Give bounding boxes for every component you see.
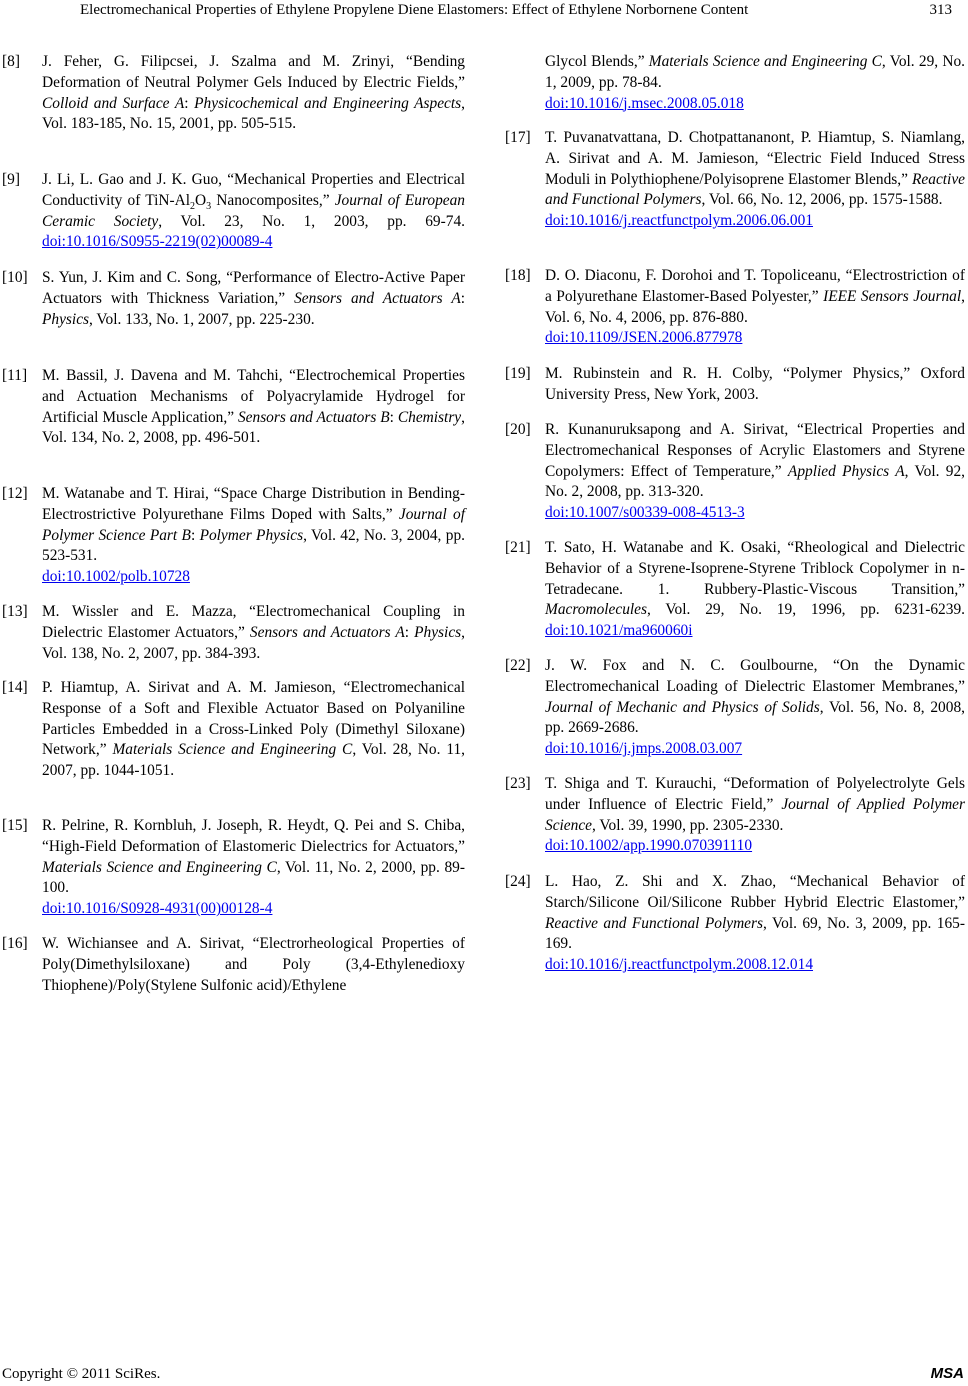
reference-volume: , Vol. 42, No. 3, 2004, pp. 523-531. — [42, 526, 465, 565]
reference-journal: Reactive and Functional Polymers — [545, 914, 763, 932]
reference-volume: , Vol. 29, No. 19, 1996, pp. 6231-6239. — [647, 601, 965, 619]
reference-authors-title: M. Watanabe and T. Hirai, “Space Charge Distribution in Bending-Electrostrictive Polyurethane Films Doped with Salts,” — [42, 485, 465, 523]
reference-text — [545, 538, 965, 642]
reference-9 — [0, 170, 465, 254]
reference-journal: Journal of Polymer Science Part B — [42, 505, 465, 544]
reference-text — [545, 872, 965, 976]
reference-volume: , Vol. 92, No. 2, 2008, pp. 313-320. — [545, 462, 966, 501]
reference-text — [545, 774, 965, 858]
doi-link[interactable]: doi:10.1002/polb.10728 — [42, 568, 190, 586]
reference-authors-title: S. Yun, J. Kim and C. Song, “Performance of Electro-Active Paper Actuators with Thickness Variation,” — [42, 269, 465, 307]
reference-number: [17] — [505, 129, 531, 146]
reference-authors-title: R. Pelrine, R. Kornbluh, J. Joseph, R. Heydt, Q. Pei and S. Chiba, “High-Field Deformation of Elastomeric Dielectrics for Actuators,” — [42, 817, 465, 855]
reference-text — [42, 678, 465, 802]
reference-authors-title: L. Hao, Z. Shi and X. Zhao, “Mechanical Behavior of Starch/Silicone Oil/Silicone Rubber Hybrid Electric Elastomer,” — [545, 873, 965, 911]
reference-17 — [503, 128, 965, 252]
reference-authors-title: T. Sato, H. Watanabe and K. Osaki, “Rheological and Dielectric Behavior of a Styrene-Isoprene-Styrene Triblock Copolymer in n-Tetradecane. 1. Rubbery-Plastic-Viscous Transition,” — [545, 539, 965, 598]
doi-link[interactable]: doi:10.1016/j.reactfunctpolym.2006.06.001 — [545, 212, 814, 230]
reference-16 — [0, 934, 465, 996]
doi-link[interactable]: doi:10.1007/s00339-008-4513-3 — [545, 504, 745, 522]
reference-journal-part: Physics — [414, 623, 462, 641]
reference-journal: Materials Science and Engineering C — [42, 858, 277, 876]
reference-authors-title: P. Hiamtup, A. Sirivat and A. M. Jamieson, “Electromechanical Response of a Soft and Flexible Actuator Based on Polyaniline Particles Embedded in a Cross-Linked Poly (Dimethyl Siloxane) Network,” — [42, 679, 465, 759]
reference-journal: Sensors and Actuators B — [237, 408, 390, 426]
reference-22 — [503, 656, 965, 760]
reference-title-end: Nanocomposites,” — [211, 191, 335, 209]
reference-journal: Journal of Mechanic and Physics of Solids — [545, 698, 820, 716]
reference-text — [545, 656, 965, 760]
reference-text — [545, 128, 965, 252]
reference-15 — [0, 816, 465, 920]
reference-volume: , Vol. 6, No. 4, 2006, pp. 876-880. — [545, 287, 965, 326]
reference-text: M. Rubinstein and R. H. Colby, “Polymer Physics,” Oxford University Press, New York, 2003. — [545, 365, 965, 403]
running-title: Electromechanical Properties of Ethylene Propylene Diene Elastomers: Effect of Ethylene Norbornene Content — [80, 2, 749, 18]
reference-number: [8] — [2, 53, 20, 70]
reference-volume: , Vol. 183-185, No. 15, 2001, pp. 505-515. — [42, 94, 466, 133]
reference-number: [13] — [2, 603, 28, 620]
reference-text — [42, 268, 465, 352]
reference-journal: Journal of Applied Polymer Science — [545, 795, 965, 834]
reference-volume: , Vol. 39, 1990, pp. 2305-2330. — [592, 816, 784, 834]
reference-journal: IEEE Sensors Journal — [823, 287, 962, 305]
reference-number: [14] — [2, 679, 28, 696]
reference-journal-part: Physicochemical and Engineering Aspects — [194, 94, 462, 112]
reference-12 — [0, 484, 465, 588]
reference-journal: Reactive and Functional Polymers — [545, 170, 965, 209]
reference-sep: : — [184, 94, 195, 112]
reference-authors-title: T. Shiga and T. Kurauchi, “Deformation of Polyelectrolyte Gels under Influence of Electric Field,” — [545, 775, 965, 813]
reference-23 — [503, 774, 965, 858]
reference-authors-title: T. Puvanatvattana, D. Chotpattananont, P. Hiamtup, S. Niamlang, A. Sirivat and A. M. Jamieson, “Electric Field Induced Stress Moduli in Polythiophene/Polyisoprene Elastomer Blends,” — [545, 129, 965, 188]
reference-number: [16] — [2, 935, 28, 952]
reference-text — [42, 170, 465, 254]
reference-sep: : — [190, 526, 200, 544]
formula-part: O — [195, 191, 207, 209]
reference-authors-title: J. Feher, G. Filipcsei, J. Szalma and M. Zrinyi, “Bending Deformation of Neutral Polymer Gels Induced by Electric Fields,” — [42, 53, 465, 91]
reference-number: [15] — [2, 817, 28, 834]
reference-volume: , Vol. 138, No. 2, 2007, pp. 384-393. — [42, 623, 465, 662]
reference-journal-part: Chemistry — [397, 408, 462, 426]
reference-authors-title: M. Wissler and E. Mazza, “Electromechanical Coupling in Dielectric Elastomer Actuators,” — [42, 603, 465, 641]
reference-number: [9] — [2, 171, 20, 188]
references-column-left — [0, 52, 465, 996]
reference-text — [42, 366, 465, 470]
reference-journal: Macromolecules — [545, 601, 648, 619]
reference-19 — [503, 364, 965, 406]
doi-link[interactable]: doi:10.1109/JSEN.2006.877978 — [545, 329, 743, 347]
reference-volume: , Vol. 23, No. 1, 2003, pp. 69-74. — [158, 212, 465, 230]
reference-16-continued — [503, 52, 965, 114]
reference-volume: , Vol. 69, No. 3, 2009, pp. 165-169. — [545, 914, 965, 953]
reference-journal-part: Physics — [42, 310, 90, 328]
reference-sep: : — [460, 289, 465, 307]
reference-authors-title: M. Bassil, J. Davena and M. Tahchi, “Electrochemical Properties and Actuation Mechanisms of Polyacrylamide Hydrogel for Artificial Muscle Application,” — [42, 367, 465, 426]
reference-journal: Sensors and Actuators A — [249, 623, 405, 641]
reference-volume: , Vol. 11, No. 2, 2000, pp. 89-100. — [42, 858, 466, 897]
reference-text — [42, 816, 465, 920]
reference-number: [11] — [2, 367, 28, 384]
reference-volume: , Vol. 56, No. 8, 2008, pp. 2669-2686. — [545, 698, 965, 737]
doi-link[interactable]: doi:10.1016/j.jmps.2008.03.007 — [545, 740, 743, 758]
reference-journal: Journal of European Ceramic Society — [42, 191, 465, 230]
reference-number: [20] — [505, 421, 531, 438]
reference-authors-title: D. O. Diaconu, F. Dorohoi and T. Topoliceanu, “Electrostriction of a Polyurethane Elastomer-Based Polyester,” — [545, 267, 965, 305]
doi-link[interactable]: doi:10.1016/S0928-4931(00)00128-4 — [42, 900, 273, 918]
doi-link[interactable]: doi:10.1016/j.reactfunctpolym.2008.12.014 — [545, 956, 814, 974]
reference-volume: , Vol. 29, No. 1, 2009, pp. 78-84. — [545, 53, 965, 91]
reference-14 — [0, 678, 465, 802]
copyright-text: Copyright © 2011 SciRes. — [2, 1366, 161, 1382]
reference-number: [24] — [505, 873, 531, 890]
reference-number: [12] — [2, 485, 28, 502]
reference-volume: , Vol. 133, No. 1, 2007, pp. 225-230. — [89, 310, 315, 328]
doi-link[interactable]: doi:10.1021/ma960060i — [545, 622, 693, 640]
reference-text-start: W. Wichiansee and A. Sirivat, “Electrorheological Properties of Poly(Dimethylsiloxane) and Poly (3,4-Ethylenedioxy Thiophene)/Poly(Stylene Sulfonic acid)/Ethylene — [42, 935, 465, 994]
reference-number: [23] — [505, 775, 531, 792]
reference-volume: , Vol. 66, No. 12, 2006, pp. 1575-1588. — [701, 191, 943, 209]
reference-journal-part: Polymer Physics — [199, 526, 304, 544]
reference-text — [545, 266, 965, 350]
reference-8 — [0, 52, 465, 156]
reference-20 — [503, 420, 965, 524]
subscript: 3 — [206, 200, 212, 212]
running-header — [0, 0, 968, 24]
reference-11 — [0, 366, 465, 470]
reference-24 — [503, 872, 965, 976]
reference-text — [545, 420, 965, 524]
reference-text: Glycol Blends,” Materials Science and Engineering C, Vol. 29, No. 1, 2009, pp. 78-84. doi:10.1016/j.msec.2008.05.018 — [545, 53, 965, 112]
reference-number: [18] — [505, 267, 531, 284]
reference-text — [42, 484, 465, 588]
reference-volume: , Vol. 134, No. 2, 2008, pp. 496-501. — [42, 408, 466, 447]
reference-sep: : — [404, 623, 415, 641]
reference-authors-title: J. W. Fox and N. C. Goulbourne, “On the Dynamic Electromechanical Loading of Dielectric Elastomer Membranes,” — [545, 657, 965, 695]
reference-journal: Applied Physics A — [787, 462, 905, 480]
reference-journal: Materials Science and Engineering C — [648, 53, 882, 70]
doi-link[interactable]: doi:10.1016/j.msec.2008.05.018 — [545, 94, 744, 112]
reference-text — [42, 602, 465, 664]
reference-journal: Colloid and Surface A — [42, 94, 185, 112]
page-number: 313 — [929, 2, 952, 18]
reference-authors-title: R. Kunanuruksapong and A. Sirivat, “Electrical Properties and Electromechanical Responses of Acrylic Elastomers and Styrene Copolymers: Effect of Temperature,” — [545, 421, 965, 480]
reference-10 — [0, 268, 465, 352]
subscript: 2 — [190, 200, 195, 212]
reference-journal: Sensors and Actuators A — [294, 289, 461, 307]
reference-sep: : — [389, 408, 398, 426]
doi-link[interactable]: doi:10.1002/app.1990.070391110 — [545, 837, 753, 855]
reference-volume: , Vol. 28, No. 11, 2007, pp. 1044-1051. — [42, 741, 465, 780]
page-footer — [0, 1364, 968, 1386]
reference-21 — [503, 538, 965, 642]
reference-number: [10] — [2, 269, 28, 286]
doi-link[interactable]: doi:10.1016/S0955-2219(02)00089-4 — [42, 233, 273, 251]
reference-18 — [503, 266, 965, 350]
reference-number: [22] — [505, 657, 531, 674]
journal-abbreviation: MSA — [930, 1365, 964, 1382]
references-column-right — [503, 52, 965, 976]
reference-number: [21] — [505, 539, 531, 556]
reference-number: [19] — [505, 365, 531, 382]
reference-journal: Materials Science and Engineering C — [112, 741, 353, 759]
reference-text — [42, 52, 465, 156]
reference-authors-title: J. Li, L. Gao and J. K. Guo, “Mechanical Properties and Electrical Conductivity of TiN-Al — [42, 171, 465, 209]
reference-13 — [0, 602, 465, 664]
